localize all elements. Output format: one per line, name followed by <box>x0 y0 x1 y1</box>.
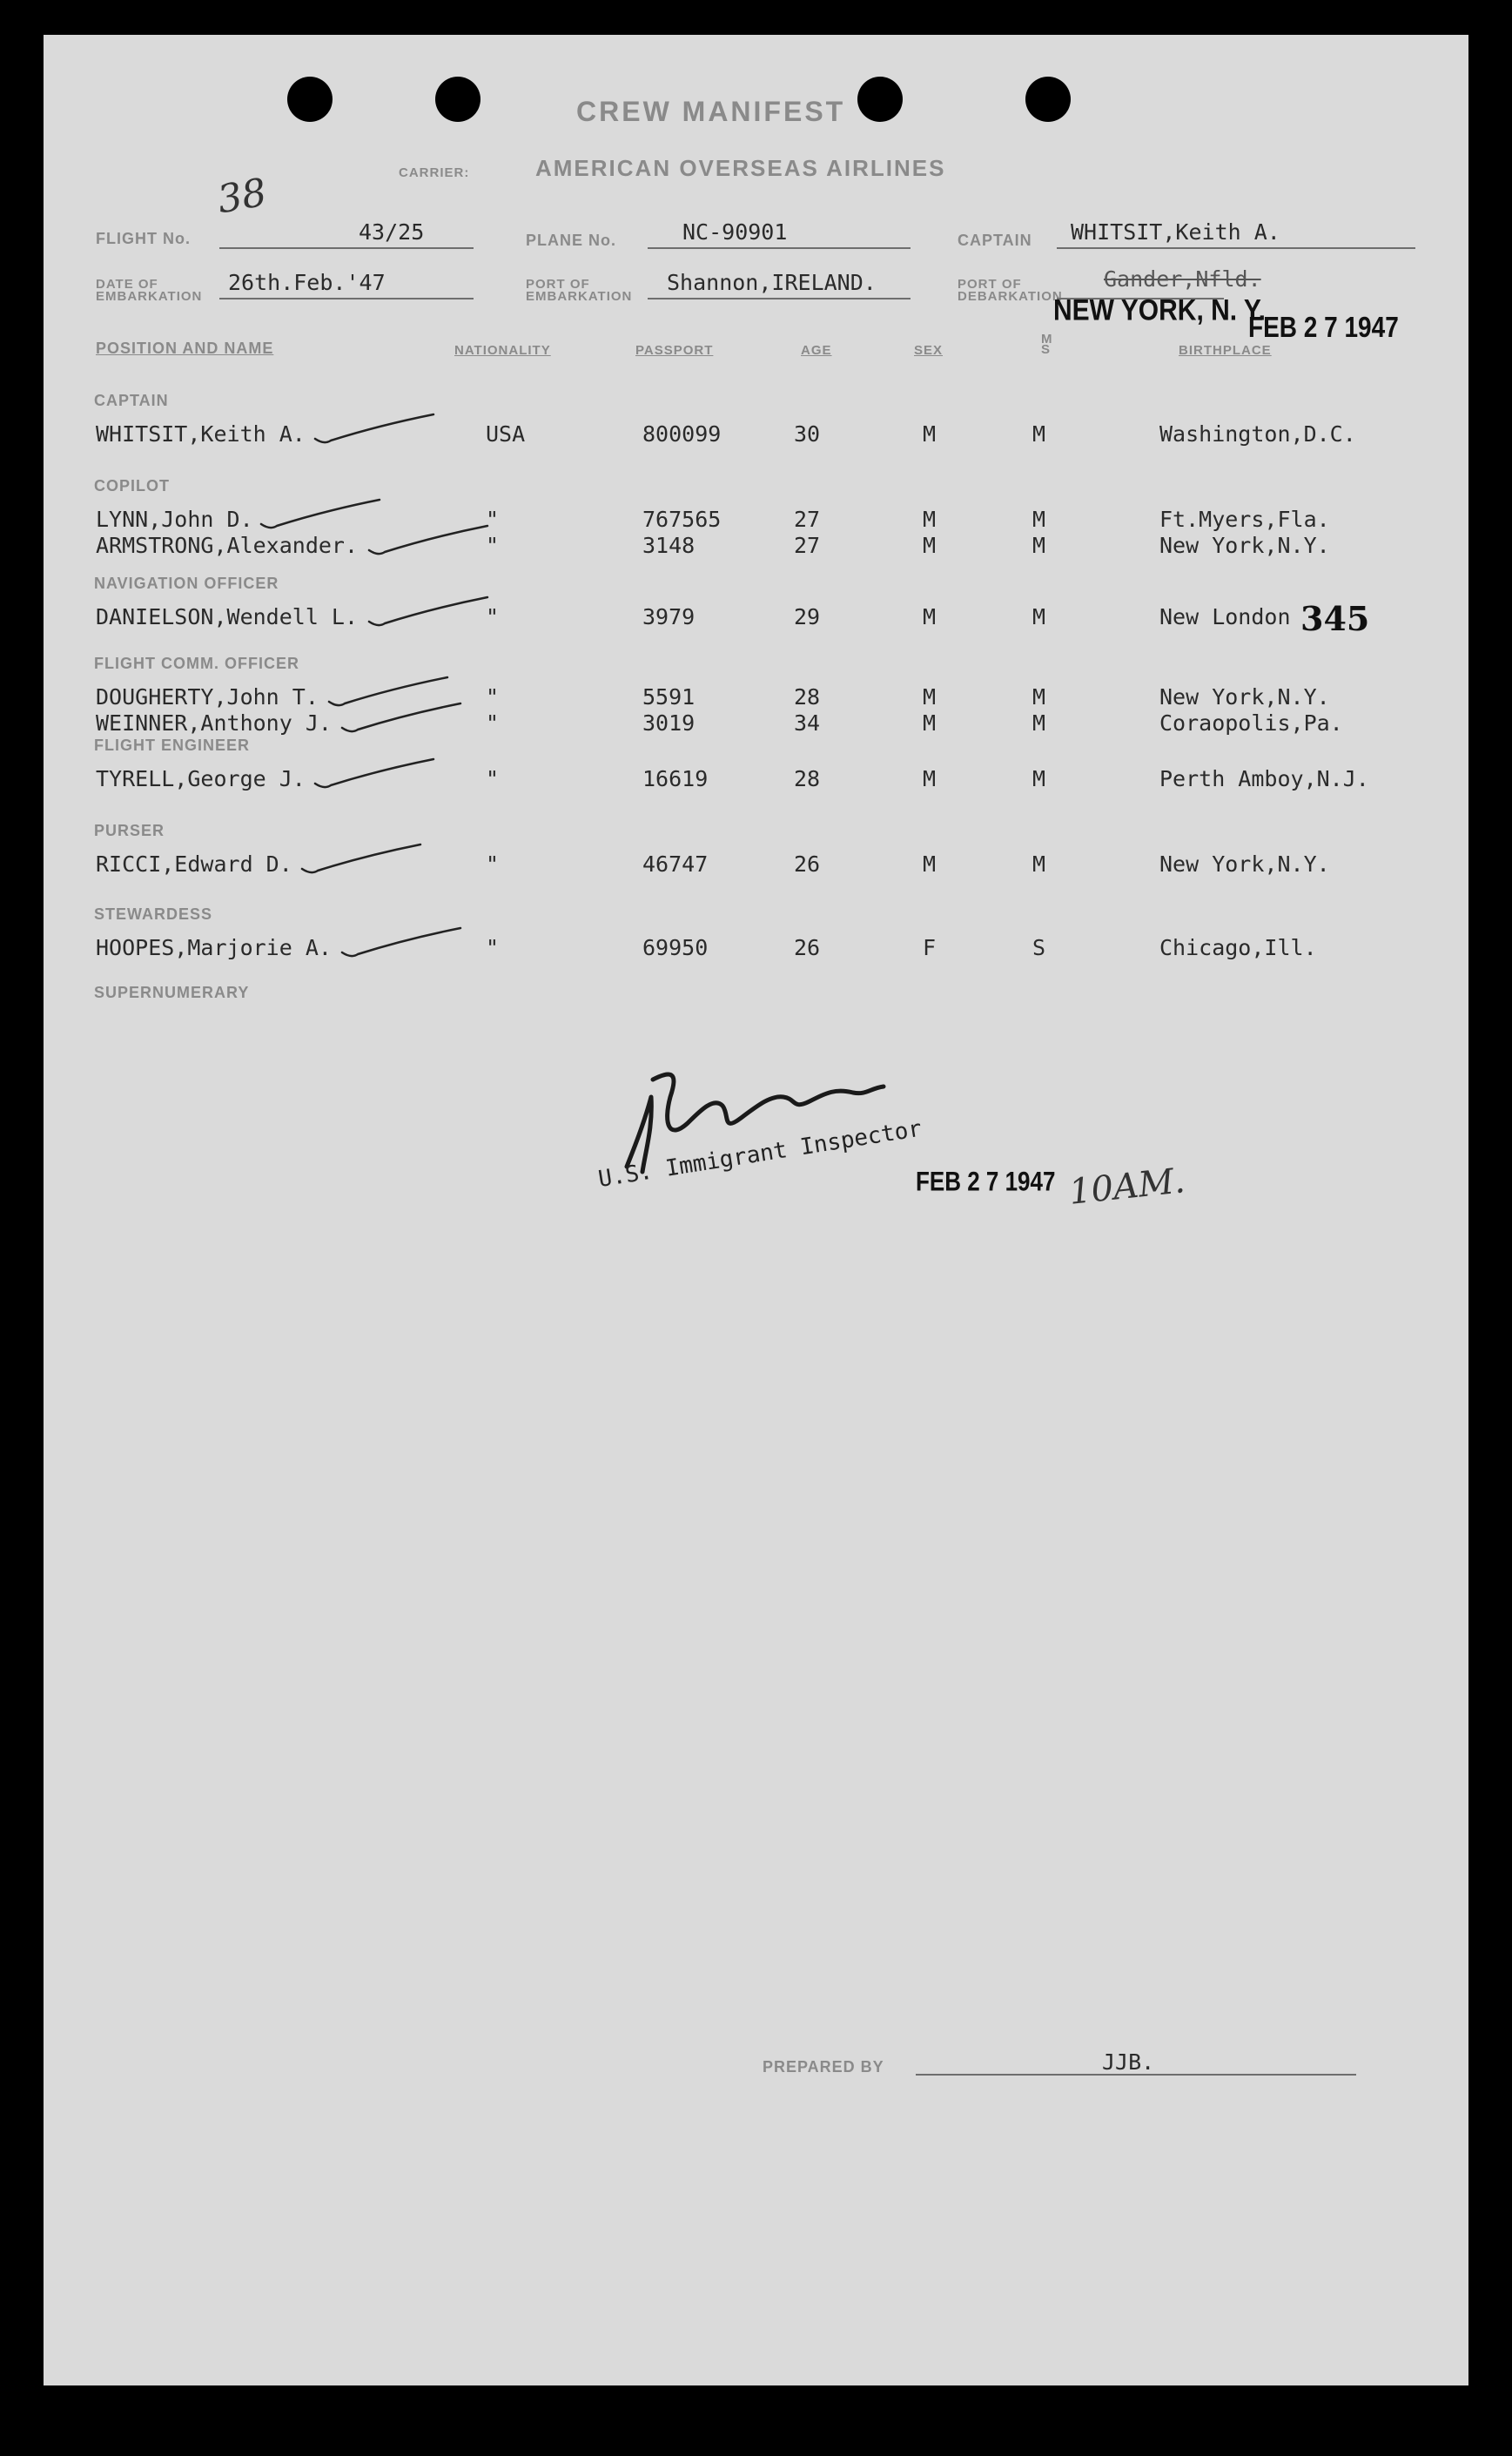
nationality-cell: " <box>486 851 500 877</box>
sex-cell: M <box>923 684 937 710</box>
punch-hole <box>287 77 333 122</box>
birthplace-cell: New London <box>1159 604 1291 629</box>
passport-cell: 3148 <box>642 533 696 558</box>
age-cell: 28 <box>794 684 821 710</box>
document-title: CREW MANIFEST <box>576 96 846 127</box>
marital-cell: M <box>1032 710 1046 736</box>
birthplace-cell: New York,N.Y. <box>1159 684 1330 710</box>
col-nationality: NATIONALITY <box>454 343 551 358</box>
inspector-title: U.S. Immigrant Inspector <box>596 1115 924 1193</box>
plane-no-value: NC-90901 <box>682 219 788 245</box>
col-sex: SEX <box>914 343 944 358</box>
sex-cell: M <box>923 533 937 558</box>
nationality-cell: " <box>486 766 500 791</box>
punch-hole <box>857 77 903 122</box>
nationality-cell: " <box>486 604 500 629</box>
col-marital: M S <box>1041 332 1053 357</box>
crew-name-cell: DANIELSON,Wendell L. <box>96 604 359 629</box>
nationality-cell: " <box>486 684 500 710</box>
nationality-cell: " <box>486 507 500 532</box>
age-cell: 28 <box>794 766 821 791</box>
flight-no-label: FLIGHT No. <box>96 230 191 247</box>
col-birthplace: BIRTHPLACE <box>1179 343 1272 358</box>
check-mark <box>312 409 442 453</box>
section-heading: COPILOT <box>94 477 170 495</box>
inspection-date-stamp: FEB 2 7 1947 <box>916 1165 1056 1197</box>
carrier-label: CARRIER: <box>399 165 470 180</box>
crew-name-cell: RICCI,Edward D. <box>96 851 292 877</box>
marital-cell: M <box>1032 851 1046 877</box>
nationality-cell: USA <box>486 421 526 447</box>
birthplace-cell: Perth Amboy,N.J. <box>1159 766 1369 791</box>
age-cell: 27 <box>794 533 821 558</box>
crew-name-cell: HOOPES,Marjorie A. <box>96 935 332 960</box>
section-heading: FLIGHT COMM. OFFICER <box>94 655 299 672</box>
marital-cell: S <box>1032 935 1046 960</box>
passport-cell: 3019 <box>642 710 696 736</box>
section-heading: FLIGHT ENGINEER <box>94 737 251 754</box>
crew-name-cell: WHITSIT,Keith A. <box>96 421 306 447</box>
col-position-name: POSITION AND NAME <box>96 340 274 357</box>
passport-cell: 46747 <box>642 851 709 877</box>
sex-cell: M <box>923 766 937 791</box>
age-cell: 27 <box>794 507 821 532</box>
flight-no-value: 43/25 <box>359 219 425 245</box>
check-mark <box>366 521 496 564</box>
port-of-embarkation-value: Shannon,IRELAND. <box>667 270 877 295</box>
birthplace-cell: New York,N.Y. <box>1159 533 1330 558</box>
passport-cell: 767565 <box>642 507 722 532</box>
birthplace-cell: New York,N.Y. <box>1159 851 1330 877</box>
port-of-debarkation-label: PORT OF DEBARKATION <box>958 277 1063 304</box>
manifest-sheet <box>44 35 1468 2385</box>
section-heading: NAVIGATION OFFICER <box>94 575 279 592</box>
passport-cell: 800099 <box>642 421 722 447</box>
passport-cell: 16619 <box>642 766 709 791</box>
col-passport: PASSPORT <box>635 343 714 358</box>
section-heading: STEWARDESS <box>94 905 213 923</box>
age-cell: 34 <box>794 710 821 736</box>
marital-cell: M <box>1032 421 1046 447</box>
age-cell: 26 <box>794 935 821 960</box>
nationality-cell: " <box>486 935 500 960</box>
port-of-debarkation-struck: Gander,Nfld. <box>1104 266 1261 292</box>
marital-cell: M <box>1032 604 1046 629</box>
handwritten-page-number: 38 <box>213 170 271 223</box>
section-heading: CAPTAIN <box>94 392 169 409</box>
birthplace-cell: Ft.Myers,Fla. <box>1159 507 1330 532</box>
captain-label: CAPTAIN <box>958 232 1032 249</box>
check-mark <box>339 923 469 966</box>
sex-cell: M <box>923 604 937 629</box>
marital-cell: M <box>1032 507 1046 532</box>
date-of-embarkation-label: DATE OF EMBARKATION <box>96 277 203 304</box>
captain-value: WHITSIT,Keith A. <box>1071 219 1280 245</box>
carrier-value: AMERICAN OVERSEAS AIRLINES <box>535 155 946 181</box>
crew-name-cell: LYNN,John D. <box>96 507 253 532</box>
birthplace-cell: Washington,D.C. <box>1159 421 1356 447</box>
age-cell: 26 <box>794 851 821 877</box>
check-mark <box>299 839 429 883</box>
sex-cell: M <box>923 710 937 736</box>
birthplace-cell: Chicago,Ill. <box>1159 935 1317 960</box>
crew-name-cell: ARMSTRONG,Alexander. <box>96 533 359 558</box>
check-mark <box>339 698 469 742</box>
passport-cell: 3979 <box>642 604 696 629</box>
check-mark <box>312 754 442 797</box>
debarkation-stamp: NEW YORK, N. Y. <box>1053 293 1266 327</box>
sex-cell: F <box>923 935 937 960</box>
birthplace-cell: Coraopolis,Pa. <box>1159 710 1343 736</box>
nationality-cell: " <box>486 533 500 558</box>
punch-hole <box>435 77 480 122</box>
passport-cell: 5591 <box>642 684 696 710</box>
age-cell: 30 <box>794 421 821 447</box>
marital-cell: M <box>1032 533 1046 558</box>
passport-cell: 69950 <box>642 935 709 960</box>
port-of-embarkation-label: PORT OF EMBARKATION <box>526 277 633 304</box>
date-of-embarkation-value: 26th.Feb.'47 <box>228 270 386 295</box>
sex-cell: M <box>923 507 937 532</box>
prepared-by-value: JJB. <box>1102 2049 1155 2075</box>
crew-name-cell: TYRELL,George J. <box>96 766 306 791</box>
check-mark <box>366 592 496 636</box>
punch-hole <box>1025 77 1071 122</box>
arrival-date-stamp: FEB 2 7 1947 <box>1248 310 1399 343</box>
marital-cell: M <box>1032 766 1046 791</box>
prepared-by-label: PREPARED BY <box>763 2058 884 2076</box>
plane-no-label: PLANE No. <box>526 232 617 249</box>
marital-cell: M <box>1032 684 1046 710</box>
page-number-stamp: 345 <box>1300 599 1370 638</box>
col-age: AGE <box>801 343 832 358</box>
crew-name-cell: WEINNER,Anthony J. <box>96 710 332 736</box>
age-cell: 29 <box>794 604 821 629</box>
handwritten-time: 10AM. <box>1066 1161 1187 1213</box>
nationality-cell: " <box>486 710 500 736</box>
sex-cell: M <box>923 421 937 447</box>
section-heading: PURSER <box>94 822 165 839</box>
supernumerary-label: SUPERNUMERARY <box>94 984 250 1001</box>
crew-name-cell: DOUGHERTY,John T. <box>96 684 319 710</box>
sex-cell: M <box>923 851 937 877</box>
